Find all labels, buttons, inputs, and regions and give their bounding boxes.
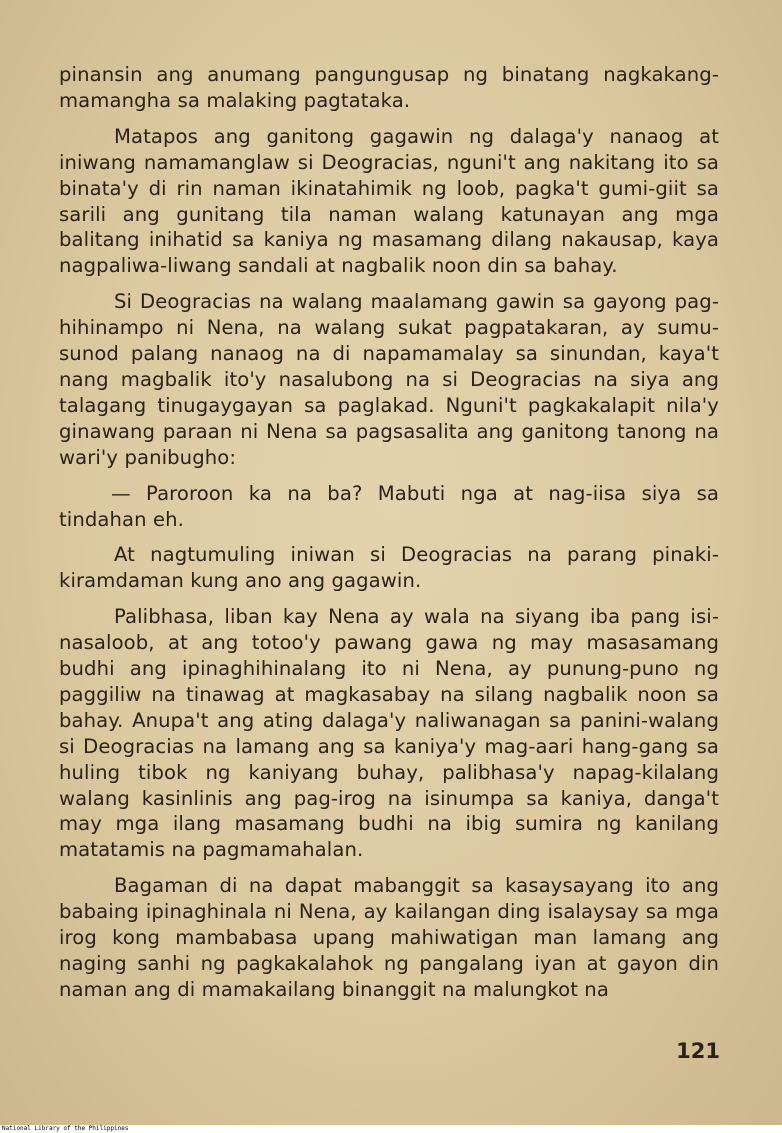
- paragraph-3: Si Deogracias na walang maalamang gawin sa gayong pag-hihinampo ni Nena, na walang sukat pagpatakaran, ay sumu-sunod palang nanaog na di napamamalay sa sinundan, kaya't nang magbalik ito'y nasalubong na si Deogracias na siya ang talagang tinugaygayan sa paglakad. Nguni't pagkakalapit nila'y ginawang paraan ni Nena sa pagsasalita ang ganitong tanong na wari'y panibugho:: [59, 290, 719, 469]
- body-text: [59, 62, 719, 1013]
- page-number: 121: [676, 1039, 720, 1063]
- paragraph-2: Matapos ang ganitong gagawin ng dalaga'y nanaog at iniwang namamanglaw si Deogracias, nguni't ang nakitang ito sa binata'y di rin naman ikinatahimik ng loob, pagka't gumi-giit sa sarili ang gunitang tila naman walang katunayan ang mga balitang inihatid sa kaniya ng masamang dilang nakausap, kaya nagpaliwa-liwang sandali at nagbalik noon din sa bahay.: [59, 124, 719, 278]
- paragraph-5: At nagtumuling iniwan si Deogracias na parang pinaki-kiramdaman kung ano ang gagawin.: [59, 543, 719, 593]
- library-footer: National Library of the Philippines: [2, 1125, 129, 1132]
- paragraph-1: pinansin ang anumang pangungusap ng binatang nagkakang-mamangha sa malaking pagtataka.: [59, 63, 719, 112]
- paragraph-7: Bagaman di na dapat mabanggit sa kasaysayang ito ang babaing ipinaghinala ni Nena, ay kailangan ding isalaysay sa mga irog kong mambabasa upang mahiwatigan man lamang ang naging sanhi ng pagkakalahok ng pangalang iyan at gayon din naman ang di mamakailang binanggit na malungkot na: [59, 874, 719, 1001]
- paragraph-dialogue: — Paroroon ka na ba? Mabuti nga at nag-iisa siya sa tindahan eh.: [59, 481, 719, 531]
- paragraph-6: Palibhasa, liban kay Nena ay wala na siyang iba pang isi-nasaloob, at ang totoo'y pawang gawa ng may masasamang budhi ang ipinaghihinalang ito ni Nena, ay punung-puno ng paggiliw na tinawag at magkasabay na silang nagbalik noon sa bahay. Anupa't ang ating dalaga'y naliwanagan sa panini-walang si Deogracias na lamang ang sa kaniya'y mag-aari hang-gang sa huling tibok ng kaniyang buhay, palibhasa'y napag-kilalang walang kasinlinis ang pag-irog na isinumpa sa kaniya, danga't may mga ilang masamang budhi na ibig sumira ng kanilang matatamis na pagmamahalan.: [59, 605, 719, 862]
